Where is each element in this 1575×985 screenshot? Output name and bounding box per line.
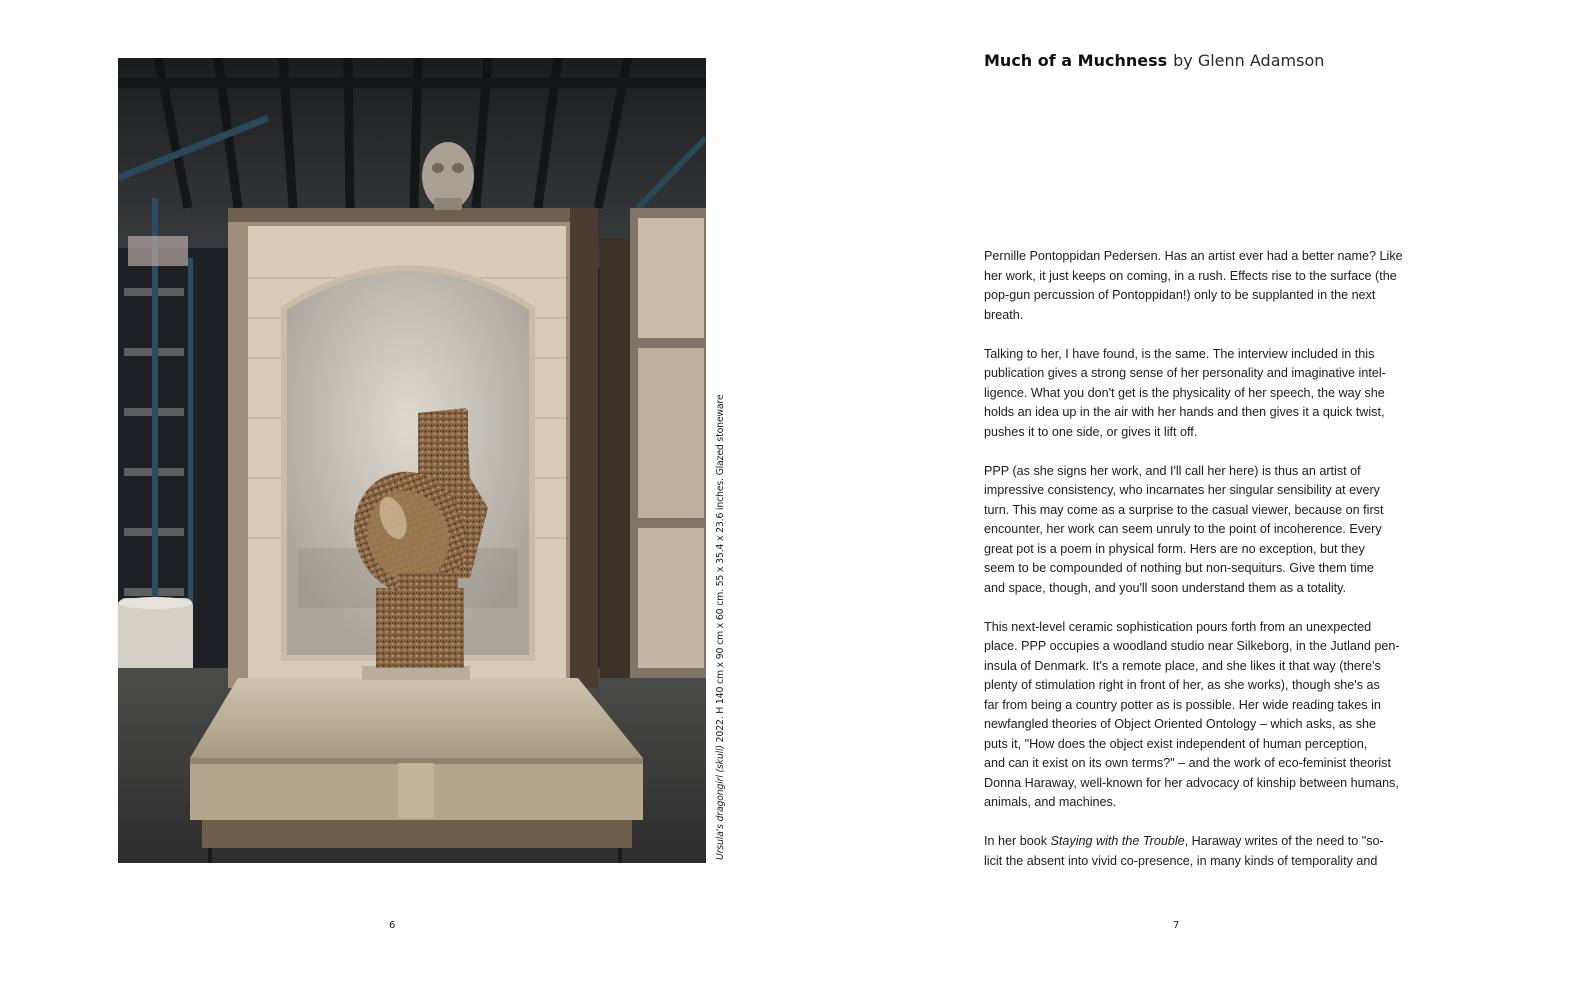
page-number-right: 7: [1173, 920, 1180, 931]
text-line: plenty of stimulation right in front of her, as she works), though she's as: [984, 678, 1380, 692]
text-line: her work, it just keeps on coming, in a rush. Effects rise to the surface (the: [984, 268, 1397, 283]
essay-body: [984, 247, 1459, 871]
caption-artwork-title: Ursula's dragongirl (skull): [715, 745, 726, 860]
text-line: and can it exist on its own terms?" – and the work of eco-feminist theorist: [984, 756, 1391, 770]
text-line: encounter, her work can seem unruly to the point of incoherence. Every: [984, 522, 1382, 536]
page-number-left: 6: [389, 920, 396, 931]
text-line: impressive consistency, who incarnates her singular sensibility at every: [984, 483, 1380, 497]
text-line: seem to be compounded of nothing but non-sequiturs. Give them time: [984, 561, 1374, 575]
text-line: This next-level ceramic sophistication pours forth from an unexpected: [984, 619, 1372, 634]
essay-title: Much of a Muchness: [984, 51, 1168, 70]
text-line: place. PPP occupies a woodland studio near Silkeborg, in the Jutland pen-: [984, 639, 1400, 653]
text-line: [984, 832, 1459, 852]
text-line: Donna Haraway, well-known for her advocacy of kinship between humans,: [984, 775, 1399, 790]
text-line: ligence. What you don't get is the physicality of her speech, the way she: [984, 385, 1385, 400]
text-fragment: , Haraway writes of the need to "so-: [1184, 834, 1384, 848]
text-line: Pernille Pontoppidan Pedersen. Has an artist ever had a better name? Like: [984, 249, 1403, 263]
essay-byline: by Glenn Adamson: [1173, 51, 1325, 70]
photo-caption: [712, 360, 730, 860]
paragraph-1: [984, 247, 1459, 325]
text-line: pushes it to one side, or gives it lift off.: [984, 424, 1198, 439]
text-line: Talking to her, I have found, is the same. The interview included in this: [984, 346, 1375, 361]
text-line: insula of Denmark. It's a remote place, and she likes it that way (there's: [984, 658, 1381, 673]
paragraph-4: [984, 618, 1459, 813]
paragraph-2: [984, 345, 1459, 443]
text-line: newfangled theories of Object Oriented Ontology – which asks, as she: [984, 717, 1377, 731]
text-line: licit the absent into vivid co-presence, in many kinds of temporality and: [984, 853, 1378, 868]
caption-artwork-details: 2022. H 140 cm x 90 cm x 60 cm. 55 x 35.4 x 23.6 inches. Glazed stoneware: [715, 394, 726, 746]
essay-heading: [984, 50, 1324, 72]
kiln-sculpture-image: [118, 58, 706, 863]
paragraph-3: [984, 462, 1459, 599]
text-line: great pot is a poem in physical form. Hers are no exception, but they: [984, 541, 1365, 556]
text-line: holds an idea up in the air with her hands and then gives it a quick twist,: [984, 405, 1385, 419]
text-line: animals, and machines.: [984, 795, 1117, 809]
text-line: puts it, "How does the object exist independent of human perception,: [984, 736, 1368, 751]
text-line: publication gives a strong sense of her personality and imaginative intel-: [984, 366, 1386, 380]
paragraph-5: [984, 832, 1459, 871]
text-fragment: In her book: [984, 834, 1051, 848]
book-title: Staying with the Trouble: [1050, 834, 1185, 848]
text-line: and space, though, and you'll soon understand them as a totality.: [984, 580, 1347, 595]
text-line: PPP (as she signs her work, and I'll call her here) is thus an artist of: [984, 463, 1361, 478]
kiln-photograph: [118, 58, 706, 863]
text-line: breath.: [984, 307, 1024, 322]
text-line: far from being a country potter as is possible. Her wide reading takes in: [984, 697, 1381, 712]
text-line: turn. This may come as a surprise to the casual viewer, because on first: [984, 502, 1384, 517]
text-line: pop-gun percussion of Pontoppidan!) only to be supplanted in the next: [984, 288, 1376, 302]
